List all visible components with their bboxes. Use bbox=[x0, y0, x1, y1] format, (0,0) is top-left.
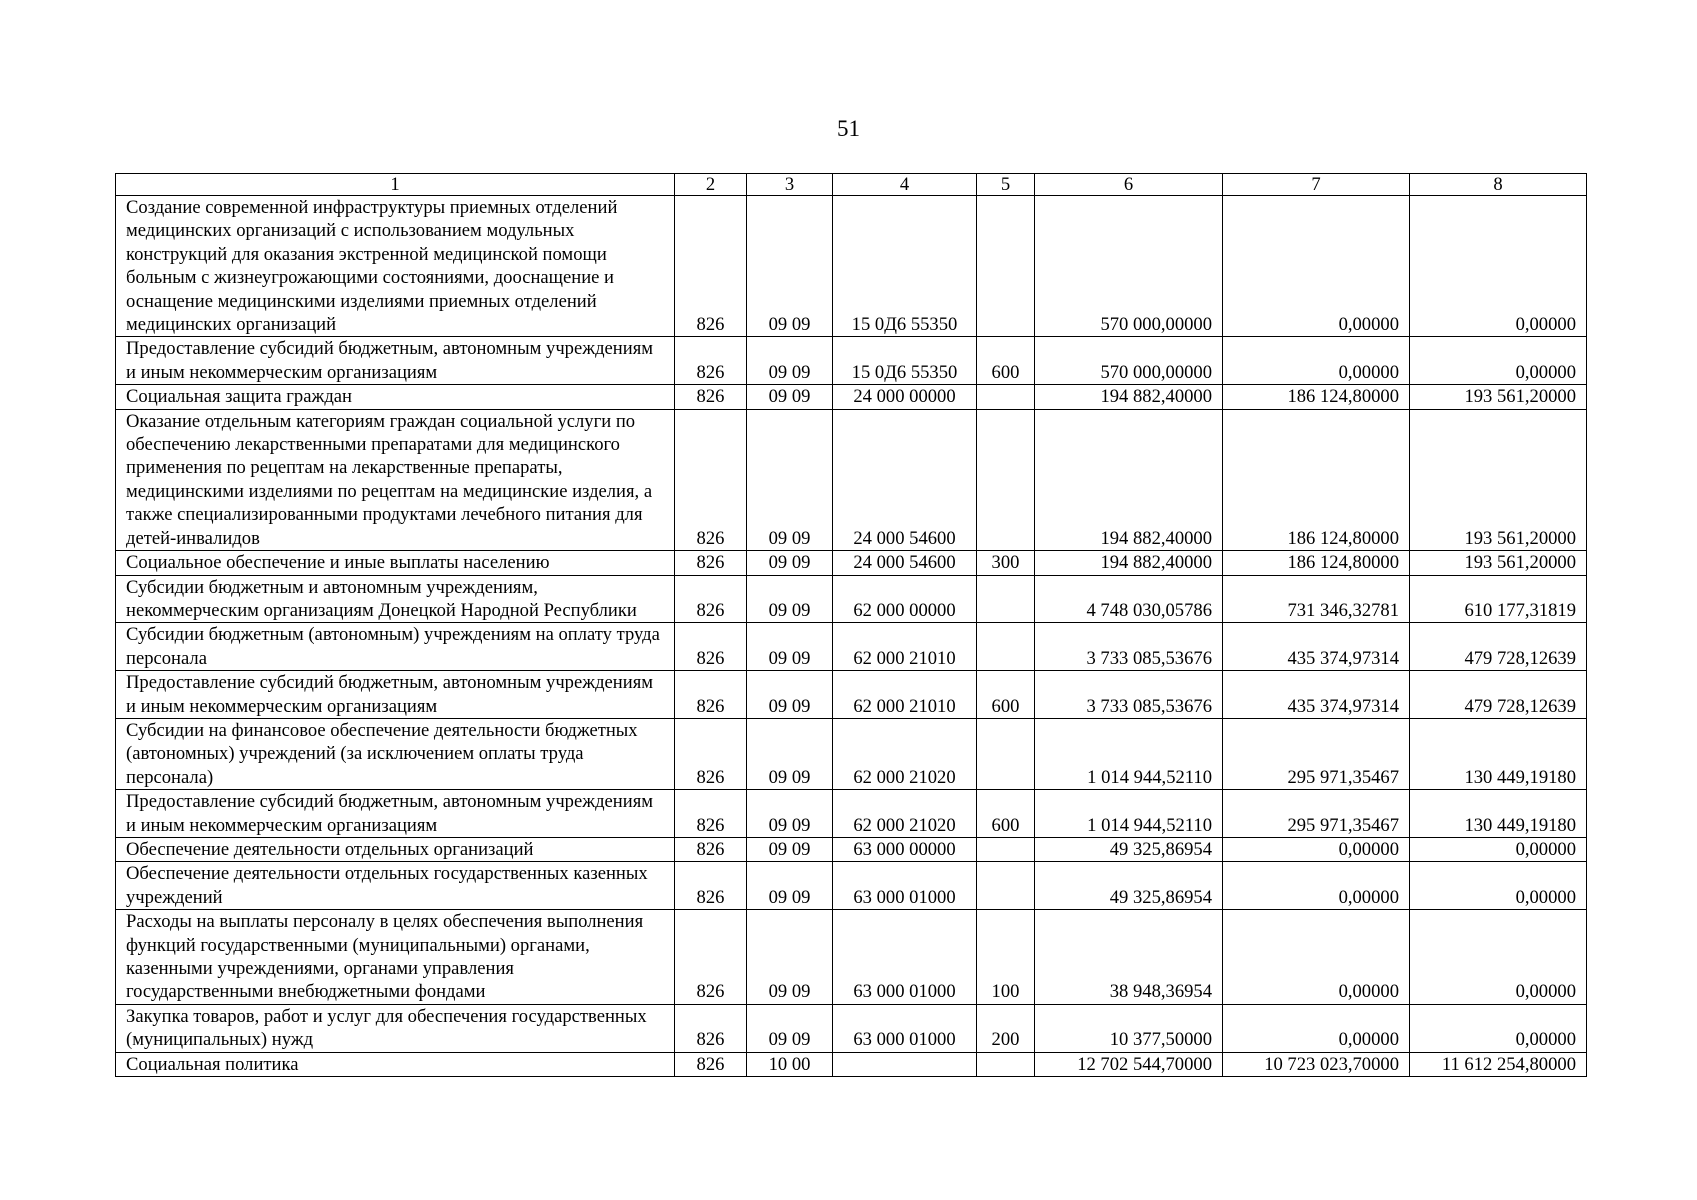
section-code-cell: 09 09 bbox=[747, 385, 833, 409]
amount-year1-cell: 3 733 085,53676 bbox=[1035, 623, 1223, 671]
amount-year1-cell: 570 000,00000 bbox=[1035, 337, 1223, 385]
expense-type-cell: 600 bbox=[977, 337, 1035, 385]
expense-type-cell: 100 bbox=[977, 910, 1035, 1005]
grbs-code-cell: 826 bbox=[675, 718, 747, 789]
amount-year3-cell: 193 561,20000 bbox=[1410, 385, 1587, 409]
amount-year3-cell: 193 561,20000 bbox=[1410, 551, 1587, 575]
amount-year2-cell: 0,00000 bbox=[1223, 862, 1410, 910]
amount-year3-cell: 130 449,19180 bbox=[1410, 718, 1587, 789]
target-article-cell: 63 000 01000 bbox=[833, 862, 977, 910]
expense-name-cell: Закупка товаров, работ и услуг для обеспечения государственных (муниципальных) нужд bbox=[116, 1004, 675, 1052]
amount-year3-cell: 11 612 254,80000 bbox=[1410, 1052, 1587, 1076]
section-code-cell: 09 09 bbox=[747, 623, 833, 671]
table-row bbox=[116, 910, 1587, 1005]
amount-year3-cell: 0,00000 bbox=[1410, 862, 1587, 910]
target-article-cell: 62 000 21010 bbox=[833, 671, 977, 719]
grbs-code-cell: 826 bbox=[675, 837, 747, 861]
amount-year3-cell: 479 728,12639 bbox=[1410, 671, 1587, 719]
expense-type-cell bbox=[977, 409, 1035, 550]
expense-name-cell: Субсидии бюджетным (автономным) учреждениям на оплату труда персонала bbox=[116, 623, 675, 671]
column-header: 1 bbox=[116, 174, 675, 196]
column-header: 6 bbox=[1035, 174, 1223, 196]
section-code-cell: 09 09 bbox=[747, 196, 833, 337]
target-article-cell: 62 000 00000 bbox=[833, 575, 977, 623]
expense-name-cell: Создание современной инфраструктуры приемных отделений медицинских организаций с использованием модульных конструкций для оказания экстренной медицинской помощи больным с жизнеугрожающими состояниями, дооснащение и оснащение медицинскими изделиями приемных отделений медицинских организаций bbox=[116, 196, 675, 337]
target-article-cell: 63 000 01000 bbox=[833, 910, 977, 1005]
amount-year3-cell: 0,00000 bbox=[1410, 837, 1587, 861]
page-number: 51 bbox=[837, 116, 860, 141]
grbs-code-cell: 826 bbox=[675, 671, 747, 719]
expense-type-cell bbox=[977, 1052, 1035, 1076]
amount-year1-cell: 194 882,40000 bbox=[1035, 551, 1223, 575]
column-header: 8 bbox=[1410, 174, 1587, 196]
amount-year3-cell: 610 177,31819 bbox=[1410, 575, 1587, 623]
target-article-cell: 62 000 21010 bbox=[833, 623, 977, 671]
amount-year3-cell: 0,00000 bbox=[1410, 196, 1587, 337]
amount-year2-cell: 295 971,35467 bbox=[1223, 790, 1410, 838]
table-row bbox=[116, 862, 1587, 910]
section-code-cell: 09 09 bbox=[747, 1004, 833, 1052]
section-code-cell: 09 09 bbox=[747, 575, 833, 623]
target-article-cell: 24 000 00000 bbox=[833, 385, 977, 409]
amount-year2-cell: 435 374,97314 bbox=[1223, 623, 1410, 671]
expense-name-cell: Субсидии на финансовое обеспечение деятельности бюджетных (автономных) учреждений (за исключением оплаты труда персонала) bbox=[116, 718, 675, 789]
expense-type-cell bbox=[977, 718, 1035, 789]
expense-type-cell bbox=[977, 196, 1035, 337]
amount-year1-cell: 194 882,40000 bbox=[1035, 385, 1223, 409]
expense-name-cell: Предоставление субсидий бюджетным, автономным учреждениям и иным некоммерческим организациям bbox=[116, 790, 675, 838]
amount-year3-cell: 193 561,20000 bbox=[1410, 409, 1587, 550]
grbs-code-cell: 826 bbox=[675, 1004, 747, 1052]
amount-year3-cell: 479 728,12639 bbox=[1410, 623, 1587, 671]
expense-name-cell: Расходы на выплаты персоналу в целях обеспечения выполнения функций государственными (муниципальными) органами, казенными учреждениями, органами управления государственными внебюджетными фондами bbox=[116, 910, 675, 1005]
amount-year2-cell: 186 124,80000 bbox=[1223, 409, 1410, 550]
amount-year2-cell: 435 374,97314 bbox=[1223, 671, 1410, 719]
table-row bbox=[116, 575, 1587, 623]
expense-type-cell: 300 bbox=[977, 551, 1035, 575]
table-row bbox=[116, 551, 1587, 575]
amount-year2-cell: 186 124,80000 bbox=[1223, 385, 1410, 409]
column-header: 2 bbox=[675, 174, 747, 196]
expense-name-cell: Социальное обеспечение и иные выплаты населению bbox=[116, 551, 675, 575]
amount-year3-cell: 0,00000 bbox=[1410, 337, 1587, 385]
expense-name-cell: Обеспечение деятельности отдельных государственных казенных учреждений bbox=[116, 862, 675, 910]
amount-year2-cell: 186 124,80000 bbox=[1223, 551, 1410, 575]
target-article-cell: 24 000 54600 bbox=[833, 409, 977, 550]
amount-year1-cell: 1 014 944,52110 bbox=[1035, 790, 1223, 838]
expense-name-cell: Предоставление субсидий бюджетным, автономным учреждениям и иным некоммерческим организациям bbox=[116, 671, 675, 719]
amount-year3-cell: 0,00000 bbox=[1410, 910, 1587, 1005]
column-header: 4 bbox=[833, 174, 977, 196]
expense-name-cell: Обеспечение деятельности отдельных организаций bbox=[116, 837, 675, 861]
section-code-cell: 09 09 bbox=[747, 790, 833, 838]
expense-name-cell: Предоставление субсидий бюджетным, автономным учреждениям и иным некоммерческим организациям bbox=[116, 337, 675, 385]
expense-name-cell: Социальная защита граждан bbox=[116, 385, 675, 409]
target-article-cell: 62 000 21020 bbox=[833, 790, 977, 838]
grbs-code-cell: 826 bbox=[675, 409, 747, 550]
target-article-cell: 15 0Д6 55350 bbox=[833, 337, 977, 385]
section-code-cell: 09 09 bbox=[747, 409, 833, 550]
grbs-code-cell: 826 bbox=[675, 862, 747, 910]
table-row bbox=[116, 623, 1587, 671]
amount-year3-cell: 0,00000 bbox=[1410, 1004, 1587, 1052]
grbs-code-cell: 826 bbox=[675, 910, 747, 1005]
target-article-cell: 24 000 54600 bbox=[833, 551, 977, 575]
section-code-cell: 09 09 bbox=[747, 718, 833, 789]
amount-year2-cell: 0,00000 bbox=[1223, 337, 1410, 385]
expense-type-cell: 600 bbox=[977, 790, 1035, 838]
amount-year2-cell: 731 346,32781 bbox=[1223, 575, 1410, 623]
table-row bbox=[116, 671, 1587, 719]
target-article-cell bbox=[833, 1052, 977, 1076]
expense-type-cell bbox=[977, 623, 1035, 671]
section-code-cell: 10 00 bbox=[747, 1052, 833, 1076]
grbs-code-cell: 826 bbox=[675, 623, 747, 671]
expense-type-cell bbox=[977, 575, 1035, 623]
table-row bbox=[116, 790, 1587, 838]
grbs-code-cell: 826 bbox=[675, 551, 747, 575]
section-code-cell: 09 09 bbox=[747, 837, 833, 861]
section-code-cell: 09 09 bbox=[747, 910, 833, 1005]
amount-year1-cell: 38 948,36954 bbox=[1035, 910, 1223, 1005]
amount-year1-cell: 570 000,00000 bbox=[1035, 196, 1223, 337]
amount-year1-cell: 49 325,86954 bbox=[1035, 862, 1223, 910]
target-article-cell: 62 000 21020 bbox=[833, 718, 977, 789]
amount-year1-cell: 3 733 085,53676 bbox=[1035, 671, 1223, 719]
table-row bbox=[116, 1052, 1587, 1076]
expense-name-cell: Оказание отдельным категориям граждан социальной услуги по обеспечению лекарственными препаратами для медицинского применения по рецептам на лекарственные препараты, медицинскими изделиями по рецептам на медицинские изделия, а также специализированными продуктами лечебного питания для детей-инвалидов bbox=[116, 409, 675, 550]
amount-year1-cell: 4 748 030,05786 bbox=[1035, 575, 1223, 623]
section-code-cell: 09 09 bbox=[747, 671, 833, 719]
amount-year2-cell: 0,00000 bbox=[1223, 837, 1410, 861]
section-code-cell: 09 09 bbox=[747, 862, 833, 910]
amount-year3-cell: 130 449,19180 bbox=[1410, 790, 1587, 838]
table-row bbox=[116, 1004, 1587, 1052]
grbs-code-cell: 826 bbox=[675, 1052, 747, 1076]
amount-year1-cell: 1 014 944,52110 bbox=[1035, 718, 1223, 789]
grbs-code-cell: 826 bbox=[675, 337, 747, 385]
expense-type-cell bbox=[977, 837, 1035, 861]
amount-year2-cell: 10 723 023,70000 bbox=[1223, 1052, 1410, 1076]
grbs-code-cell: 826 bbox=[675, 385, 747, 409]
target-article-cell: 63 000 00000 bbox=[833, 837, 977, 861]
amount-year1-cell: 49 325,86954 bbox=[1035, 837, 1223, 861]
grbs-code-cell: 826 bbox=[675, 790, 747, 838]
amount-year2-cell: 0,00000 bbox=[1223, 910, 1410, 1005]
table-row bbox=[116, 837, 1587, 861]
expense-type-cell bbox=[977, 385, 1035, 409]
amount-year2-cell: 295 971,35467 bbox=[1223, 718, 1410, 789]
table-row bbox=[116, 409, 1587, 550]
amount-year1-cell: 12 702 544,70000 bbox=[1035, 1052, 1223, 1076]
grbs-code-cell: 826 bbox=[675, 575, 747, 623]
expense-name-cell: Социальная политика bbox=[116, 1052, 675, 1076]
table-row bbox=[116, 196, 1587, 337]
amount-year1-cell: 194 882,40000 bbox=[1035, 409, 1223, 550]
column-header: 5 bbox=[977, 174, 1035, 196]
amount-year1-cell: 10 377,50000 bbox=[1035, 1004, 1223, 1052]
section-code-cell: 09 09 bbox=[747, 337, 833, 385]
table-row bbox=[116, 337, 1587, 385]
amount-year2-cell: 0,00000 bbox=[1223, 1004, 1410, 1052]
amount-year2-cell: 0,00000 bbox=[1223, 196, 1410, 337]
section-code-cell: 09 09 bbox=[747, 551, 833, 575]
column-header: 3 bbox=[747, 174, 833, 196]
budget-table bbox=[115, 173, 1587, 1077]
expense-type-cell bbox=[977, 862, 1035, 910]
grbs-code-cell: 826 bbox=[675, 196, 747, 337]
target-article-cell: 15 0Д6 55350 bbox=[833, 196, 977, 337]
column-header: 7 bbox=[1223, 174, 1410, 196]
target-article-cell: 63 000 01000 bbox=[833, 1004, 977, 1052]
column-number-row bbox=[116, 174, 1587, 196]
table-row bbox=[116, 718, 1587, 789]
table-row bbox=[116, 385, 1587, 409]
expense-name-cell: Субсидии бюджетным и автономным учреждениям, некоммерческим организациям Донецкой Народной Республики bbox=[116, 575, 675, 623]
expense-type-cell: 600 bbox=[977, 671, 1035, 719]
expense-type-cell: 200 bbox=[977, 1004, 1035, 1052]
